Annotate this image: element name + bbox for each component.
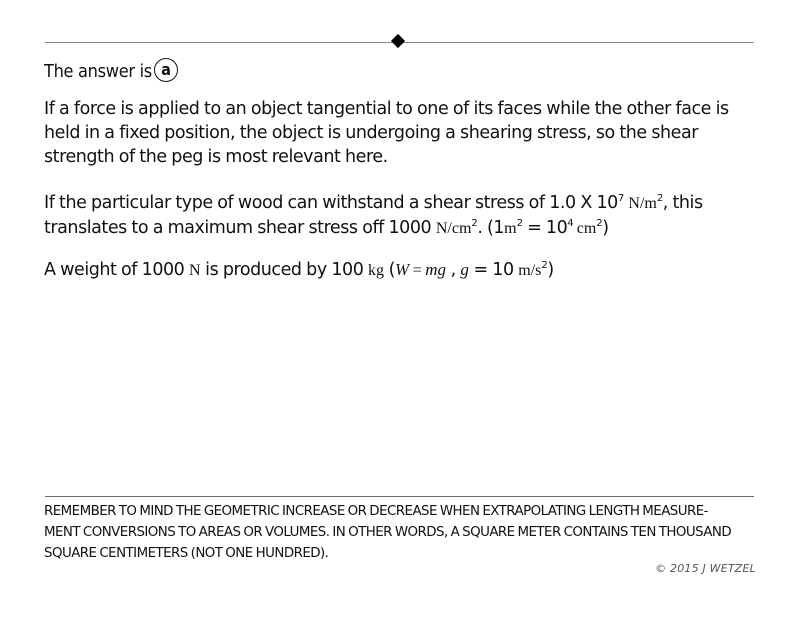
text-segment: . (1 <box>477 218 505 238</box>
text-segment: = 10 <box>468 260 519 280</box>
var-g: g <box>460 260 469 279</box>
text-segment: = 10 <box>522 218 568 238</box>
text-segment: , this translates to a maximum shear stress off 1000 <box>44 193 703 238</box>
exponent: 2 <box>656 193 663 204</box>
unit-n-per-m2: N/m <box>628 195 657 212</box>
diamond-icon <box>391 34 405 48</box>
exponent: 2 <box>516 218 523 229</box>
text-segment: ( <box>384 260 396 280</box>
answer-prefix: The answer is <box>44 61 152 82</box>
bottom-divider <box>45 496 754 497</box>
text-segment: is produced by 100 <box>200 260 369 280</box>
exponent: 4 <box>567 218 574 229</box>
exponent: 2 <box>471 218 478 229</box>
explanation-paragraph-conversion <box>44 191 764 241</box>
var-w: W <box>395 260 410 279</box>
text-segment: ) <box>547 260 554 280</box>
note-line: REMEMBER TO MIND THE GEOMETRIC INCREASE OR DECREASE WHEN EXTRAPOLATING LENGTH MEASURE- <box>44 504 708 519</box>
reminder-note <box>44 501 760 564</box>
explanation-paragraph-shear: If a force is applied to an object tangential to one of its faces while the other face is held in a fixed position, the object is undergoing a shearing stress, so the shear strength of the peg is most relevant here. <box>44 99 729 167</box>
var-mg: mg <box>425 260 447 279</box>
equals: = <box>409 262 426 279</box>
unit-kg: kg <box>368 262 385 279</box>
explanation-paragraph-weight <box>44 258 764 283</box>
text-segment: If the particular type of wood can withstand a shear stress of 1.0 X 10 <box>44 193 618 213</box>
unit-m: m <box>504 220 517 237</box>
answer-letter-badge: a <box>154 58 178 82</box>
text-segment: , <box>446 260 461 280</box>
note-line: SQUARE CENTIMETERS (NOT ONE HUNDRED). <box>44 546 329 561</box>
unit-m-per-s2: m/s <box>518 262 542 279</box>
exponent: 2 <box>596 218 603 229</box>
unit-newton: N <box>188 262 201 279</box>
text-segment: ) <box>602 218 609 238</box>
exponent: 2 <box>541 260 548 271</box>
note-line: MENT CONVERSIONS TO AREAS OR VOLUMES. IN OTHER WORDS, A SQUARE METER CONTAINS TEN THOUSAND <box>44 525 732 540</box>
exponent: 7 <box>617 193 624 204</box>
copyright: © 2015 J WETZEL <box>655 562 756 575</box>
text-segment: A weight of 1000 <box>44 260 189 280</box>
answer-statement <box>44 59 178 85</box>
unit-n-per-cm2: N/cm <box>435 220 472 237</box>
unit-cm: cm <box>573 220 597 237</box>
